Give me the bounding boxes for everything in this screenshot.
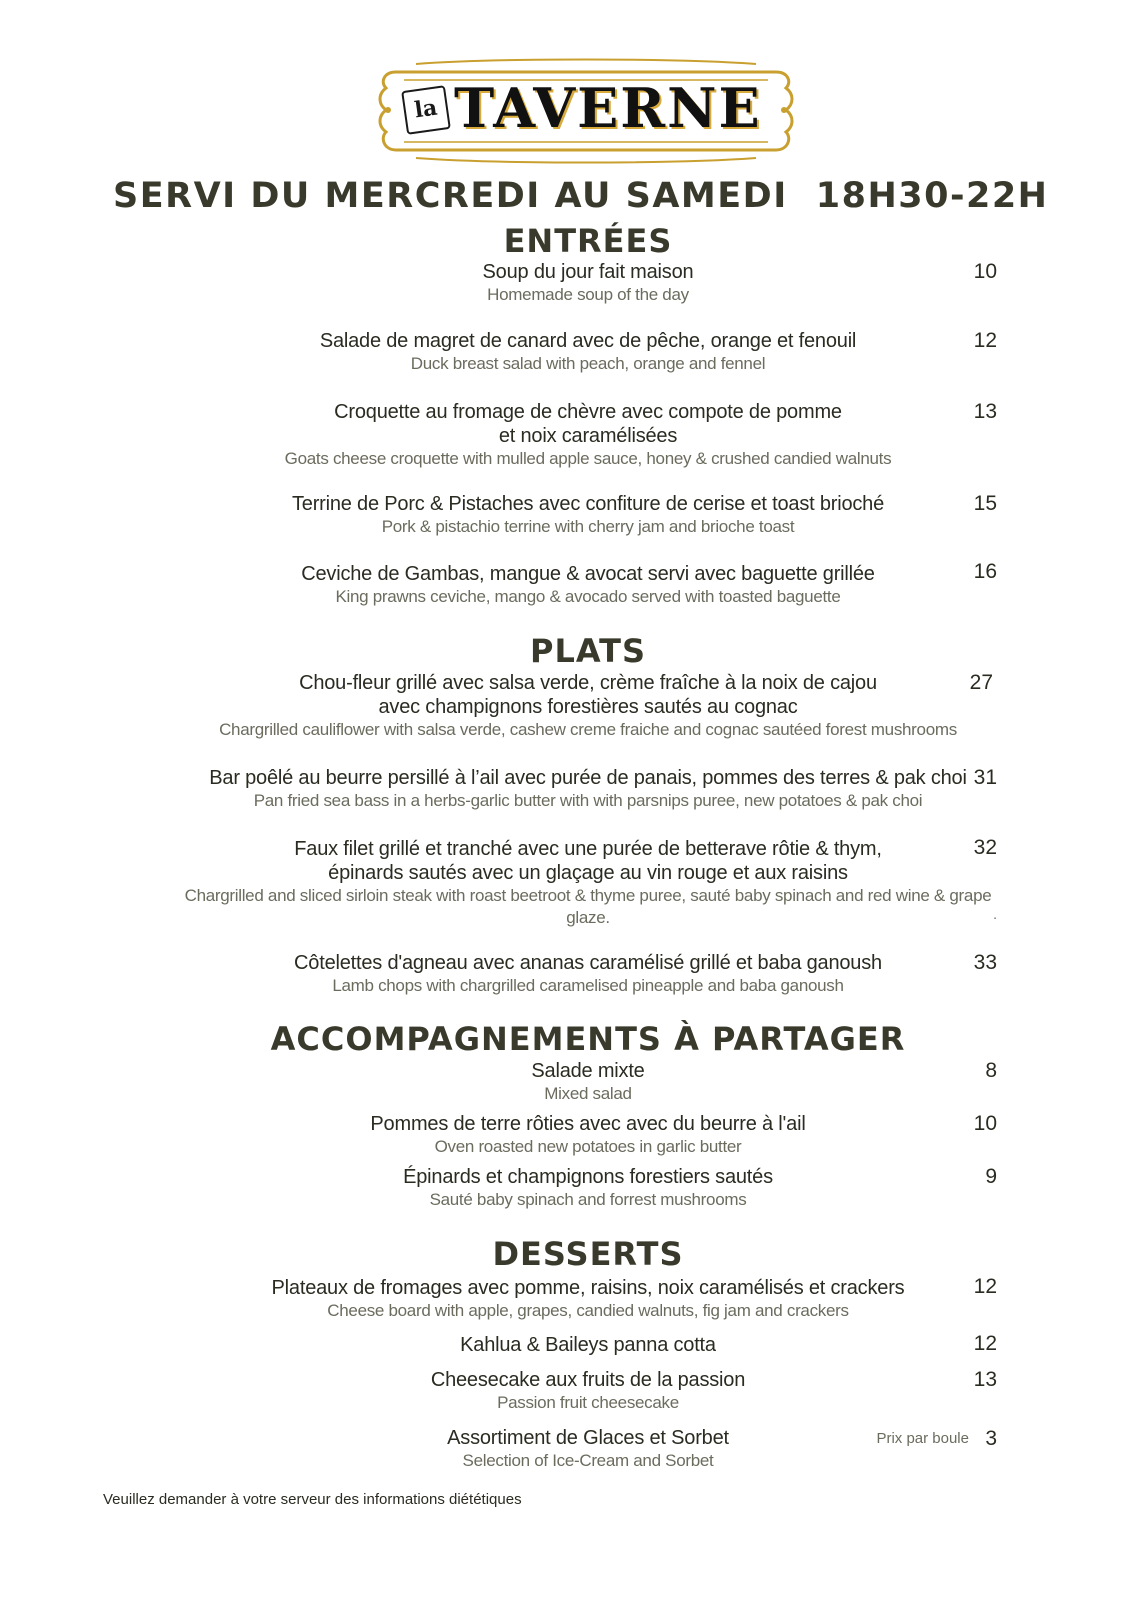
item-price: 8	[985, 1059, 997, 1082]
service-hours: 18H30-22H	[815, 176, 1049, 216]
item-name-fr-line2: épinards sautés avec un glaçage au vin rouge et aux raisins	[328, 862, 848, 884]
item-price: 13	[973, 400, 997, 423]
menu-item	[0, 837, 1131, 929]
item-price: 12	[973, 1332, 997, 1355]
service-days: SERVI DU MERCREDI AU SAMEDI	[113, 176, 788, 216]
item-name-fr: Épinards et champignons forestiers sautés	[403, 1166, 773, 1188]
item-name-fr: Plateaux de fromages avec pomme, raisins, noix caramélisés et crackers	[271, 1277, 905, 1299]
item-name-en: Mixed salad	[544, 1084, 632, 1103]
menu-item	[0, 1112, 1131, 1158]
item-name-fr: Kahlua & Baileys panna cotta	[460, 1334, 716, 1356]
item-price: 12	[973, 329, 997, 352]
menu-item	[0, 671, 1131, 741]
item-name-en: Chargrilled cauliflower with salsa verde, cashew creme fraiche and cognac sautéed forest mushrooms	[219, 720, 957, 739]
item-name-en: Pork & pistachio terrine with cherry jam and brioche toast	[381, 517, 795, 536]
item-name-en: Lamb chops with chargrilled caramelised pineapple and baba ganoush	[332, 976, 844, 995]
logo-la: la	[401, 85, 451, 135]
item-name-fr: Salade de magret de canard avec de pêche, orange et fenouil	[319, 330, 857, 352]
item-price: 16	[973, 560, 997, 583]
item-price: 3	[985, 1427, 997, 1450]
stray-dot: .	[993, 906, 997, 922]
item-name-fr: Terrine de Porc & Pistaches avec confiture de cerise et toast brioché	[291, 493, 885, 515]
menu-item	[0, 766, 1131, 812]
item-price: 10	[973, 1112, 997, 1135]
item-price: 27	[969, 671, 993, 694]
item-price: 15	[973, 492, 997, 515]
item-price: 13	[973, 1368, 997, 1391]
item-name-en: King prawns ceviche, mango & avocado served with toasted baguette	[335, 587, 841, 606]
menu-item	[0, 492, 1131, 538]
item-name-fr: Pommes de terre rôties avec avec du beurre à l'ail	[370, 1113, 806, 1135]
item-price: 31	[973, 766, 997, 789]
service-hours-banner	[113, 176, 1048, 216]
item-name-fr: Bar poêlé au beurre persillé à l’ail avec purée de panais, pommes des terres & pak choi	[209, 767, 967, 789]
item-name-fr-line2: avec champignons forestières sautés au cognac	[378, 696, 798, 718]
item-name-fr: Ceviche de Gambas, mangue & avocat servi avec baguette grillée	[301, 563, 875, 585]
menu-item	[0, 951, 1131, 997]
item-name-fr: Faux filet grillé et tranché avec une purée de betterave rôtie & thym,	[294, 838, 882, 860]
price-note: Prix par boule	[876, 1430, 969, 1447]
item-name-en: Pan fried sea bass in a herbs-garlic butter with with parsnips puree, new potatoes & pak choi	[253, 791, 923, 810]
item-price: 33	[973, 951, 997, 974]
section-title-desserts: DESSERTS	[492, 1235, 684, 1273]
item-name-en: Chargrilled and sliced sirloin steak with roast beetroot & thyme puree, sauté baby spinach and red wine & grape	[184, 886, 992, 905]
item-name-en: Cheese board with apple, grapes, candied walnuts, fig jam and crackers	[327, 1301, 849, 1320]
item-name-fr: Chou-fleur grillé avec salsa verde, crème fraîche à la noix de cajou	[299, 672, 877, 694]
item-name-en: Sauté baby spinach and forrest mushrooms	[429, 1190, 747, 1209]
item-name-fr: Salade mixte	[531, 1060, 645, 1082]
item-price: 32	[973, 836, 997, 859]
item-price: 12	[973, 1275, 997, 1298]
item-name-fr: Croquette au fromage de chèvre avec compote de pomme	[334, 401, 842, 423]
menu-item	[0, 1368, 1131, 1414]
item-name-fr: Côtelettes d'agneau avec ananas caramélisé grillé et baba ganoush	[294, 952, 882, 974]
item-name-en: Selection of Ice-Cream and Sorbet	[462, 1451, 714, 1470]
menu-item	[0, 400, 1131, 470]
item-name-en: Homemade soup of the day	[487, 285, 689, 304]
menu-item	[0, 1333, 1131, 1357]
menu-item	[0, 1165, 1131, 1211]
item-name-fr: Soup du jour fait maison	[482, 261, 694, 283]
menu-item	[0, 1059, 1131, 1105]
item-name-en: Duck breast salad with peach, orange and fennel	[410, 354, 766, 373]
section-title-entrees: ENTRÉES	[503, 222, 673, 260]
menu-item	[0, 329, 1131, 375]
item-name-en: Passion fruit cheesecake	[497, 1393, 679, 1412]
item-price: 9	[985, 1165, 997, 1188]
logo-wordmark: TAVERNE	[454, 76, 762, 140]
menu-item	[0, 260, 1131, 306]
section-title-accompagnements: ACCOMPAGNEMENTS À PARTAGER	[270, 1020, 906, 1058]
menu-item	[0, 562, 1131, 608]
item-name-fr-line2: et noix caramélisées	[498, 425, 678, 447]
item-name-en-line2: glaze.	[566, 908, 610, 927]
menu-item	[0, 1276, 1131, 1322]
item-name-en: Oven roasted new potatoes in garlic butter	[434, 1137, 742, 1156]
item-name-en: Goats cheese croquette with mulled apple sauce, honey & crushed candied walnuts	[284, 449, 892, 468]
item-name-fr: Assortiment de Glaces et Sorbet	[447, 1427, 729, 1449]
section-title-plats: PLATS	[530, 632, 646, 670]
item-price: 10	[973, 260, 997, 283]
dietary-info-note: Veuillez demander à votre serveur des informations diététiques	[103, 1491, 522, 1508]
item-name-fr: Cheesecake aux fruits de la passion	[430, 1369, 746, 1391]
taverne-logo	[376, 58, 796, 170]
